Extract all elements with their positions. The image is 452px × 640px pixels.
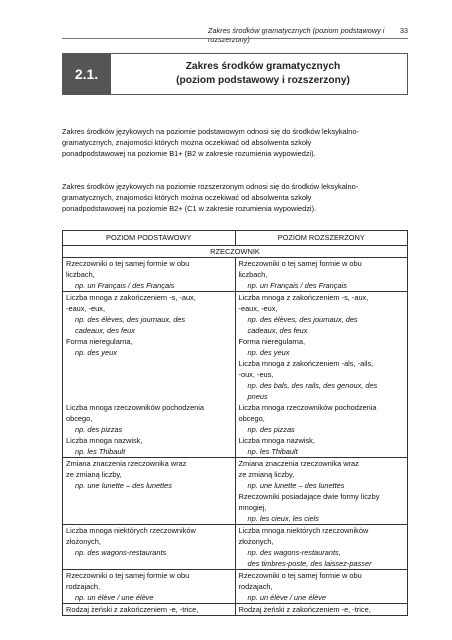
table-header-row [63, 231, 408, 246]
rule-line: Liczba mnoga rzeczowników pochodzenia [238, 403, 377, 412]
cell-extended [235, 525, 408, 570]
table-body [63, 246, 408, 616]
example-line: cadeaux, des feux [75, 326, 135, 335]
rule-line: rodzajach, [238, 582, 273, 591]
rule-line [66, 491, 232, 502]
cell-extended [235, 570, 408, 604]
cell-extended [235, 458, 408, 525]
rule-line [66, 558, 232, 569]
rule-line: -eaux, -eux, [238, 304, 278, 313]
table-section-row [63, 246, 408, 258]
rule-line: złożonych, [66, 537, 101, 546]
paragraph-line: gramatycznych, znajomości których można oczekiwać od absolwenta szkoły [62, 138, 312, 148]
example-line: np. des pizzas [247, 425, 295, 434]
example-line: np. des élèves, des journaux, des [75, 315, 186, 324]
page-number: 33 [399, 26, 408, 35]
rule-line: Liczba mnoga z zakończeniem -s, -aux, [66, 293, 196, 302]
rule-line: ze zmianą liczby, [66, 470, 122, 479]
cell-extended [235, 292, 408, 458]
rule-line: rodzajach, [66, 582, 101, 591]
cell-basic [63, 458, 236, 525]
table-row [63, 604, 408, 616]
header-rule [62, 38, 408, 39]
rule-line: Rodzaj żeński z zakończeniem -e, -trice, [66, 605, 199, 614]
paragraph-line: ponadpodstawowej na poziomie B1+ (B2 w zakresie rozumienia wypowiedzi). [62, 149, 316, 159]
rule-line: obcego, [238, 414, 265, 423]
example-line: np. des élèves, des journaux, des [247, 315, 358, 324]
section-title [123, 60, 403, 88]
rule-line: Liczba mnoga nazwisk, [66, 436, 143, 445]
example-line: np. des pizzas [75, 425, 123, 434]
table-row [63, 258, 408, 292]
rule-line: Liczba mnoga nazwisk, [238, 436, 315, 445]
example-line: np. un élève / une élève [247, 593, 326, 602]
example-line: np. des bals, des rails, des genoux, des [247, 381, 378, 390]
example-line: np. des wagons-restaurants, [247, 548, 341, 557]
table-row [63, 570, 408, 604]
example-line: np. un Français / des Français [75, 281, 175, 290]
rule-line: Liczba mnoga z zakończeniem -als, -ails, [238, 359, 374, 368]
example-line: np. des wagons-restaurants [75, 548, 167, 557]
rule-line: Liczba mnoga z zakończeniem -s, -aux, [238, 293, 369, 302]
table-row [63, 458, 408, 525]
example-line: np. les cieux, les ciels [247, 514, 319, 523]
rule-line: mnogiej, [238, 503, 267, 512]
table-row [63, 292, 408, 458]
rule-line: Zmiana znaczenia rzeczownika wraz [238, 459, 359, 468]
cell-extended [235, 604, 408, 616]
rule-line: Rzeczowniki o tej samej formie w obu [238, 571, 362, 580]
paragraph-line: gramatycznych, znajomości których można oczekiwać od absolwenta szkoły [62, 193, 312, 203]
rule-line: Rodzaj żeński z zakończeniem -e, -trice, [238, 605, 371, 614]
example-line: cadeaux, des feux [247, 326, 308, 335]
example-line: np. une lunette – des lunettes [247, 481, 345, 490]
rule-line [66, 513, 232, 524]
rule-line: ze zmianą liczby, [238, 470, 295, 479]
rule-line: Liczba mnoga niektórych rzeczowników [238, 526, 369, 535]
rule-line: Liczba mnoga rzeczowników pochodzenia [66, 403, 205, 412]
paragraph-basic-level [62, 126, 408, 160]
paragraph-line: Zakres środków językowych na poziomie podstawowym odnosi się do środków leksykalno- [62, 127, 359, 136]
example-line: np. les Thibault [75, 447, 126, 456]
example-line: np. les Thibault [247, 447, 298, 456]
example-line: np. des yeux [247, 348, 290, 357]
rule-line: Forma nieregularna, [66, 337, 133, 346]
column-header-basic: POZIOM PODSTAWOWY [63, 231, 236, 246]
rule-line: Rzeczowniki o tej samej formie w obu [66, 259, 190, 268]
rule-line: Rzeczowniki posiadające dwie formy liczby [238, 492, 380, 501]
rule-line [66, 358, 232, 369]
rule-line [66, 369, 232, 380]
rule-line: -eaux, -eux, [66, 304, 106, 313]
example-line: np. des yeux [75, 348, 117, 357]
grammar-table [62, 230, 408, 616]
example-line: np. un Français / des Français [247, 281, 347, 290]
rule-line: Zmiana znaczenia rzeczownika wraz [66, 459, 187, 468]
section-heading [62, 53, 408, 95]
rule-line: obcego, [66, 414, 93, 423]
rule-line: -oux, -eus, [238, 370, 274, 379]
cell-basic [63, 292, 236, 458]
rule-line [66, 502, 232, 513]
cell-basic [63, 525, 236, 570]
example-line: des timbres-poste, des laissez-passer [247, 559, 372, 568]
paragraph-extended-level [62, 181, 408, 215]
rule-line [66, 380, 232, 391]
rule-line: liczbach, [66, 270, 95, 279]
cell-extended [235, 258, 408, 292]
section-title-line: (poziom podstawowy i rozszerzony) [176, 75, 350, 86]
paragraph-line: ponadpodstawowej na poziomie B2+ (C1 w zakresie rozumienia wypowiedzi). [62, 204, 317, 214]
rule-line [66, 391, 232, 402]
example-line: np. une lunette – des lunettes [75, 481, 172, 490]
cell-basic [63, 258, 236, 292]
paragraph-line: Zakres środków językowych na poziomie rozszerzonym odnosi się do środków leksykalno- [62, 182, 359, 191]
example-line: pneus [247, 392, 268, 401]
example-line: np. un élève / une élève [75, 593, 154, 602]
running-header-title: Zakres środków gramatycznych (poziom podstawowy i rozszerzony) [208, 26, 385, 44]
section-label: RZECZOWNIK [63, 246, 408, 258]
rule-line: Liczba mnoga niektórych rzeczowników [66, 526, 196, 535]
cell-basic [63, 604, 236, 616]
column-header-extended: POZIOM ROZSZERZONY [235, 231, 408, 246]
cell-basic [63, 570, 236, 604]
rule-line: Forma nieregularna, [238, 337, 306, 346]
rule-line: złożonych, [238, 537, 274, 546]
section-number: 2.1. [62, 53, 111, 95]
rule-line: Rzeczowniki o tej samej formie w obu [66, 571, 190, 580]
table-row [63, 525, 408, 570]
rule-line: liczbach, [238, 270, 268, 279]
section-title-line: Zakres środków gramatycznych [185, 61, 341, 72]
rule-line: Rzeczowniki o tej samej formie w obu [238, 259, 362, 268]
